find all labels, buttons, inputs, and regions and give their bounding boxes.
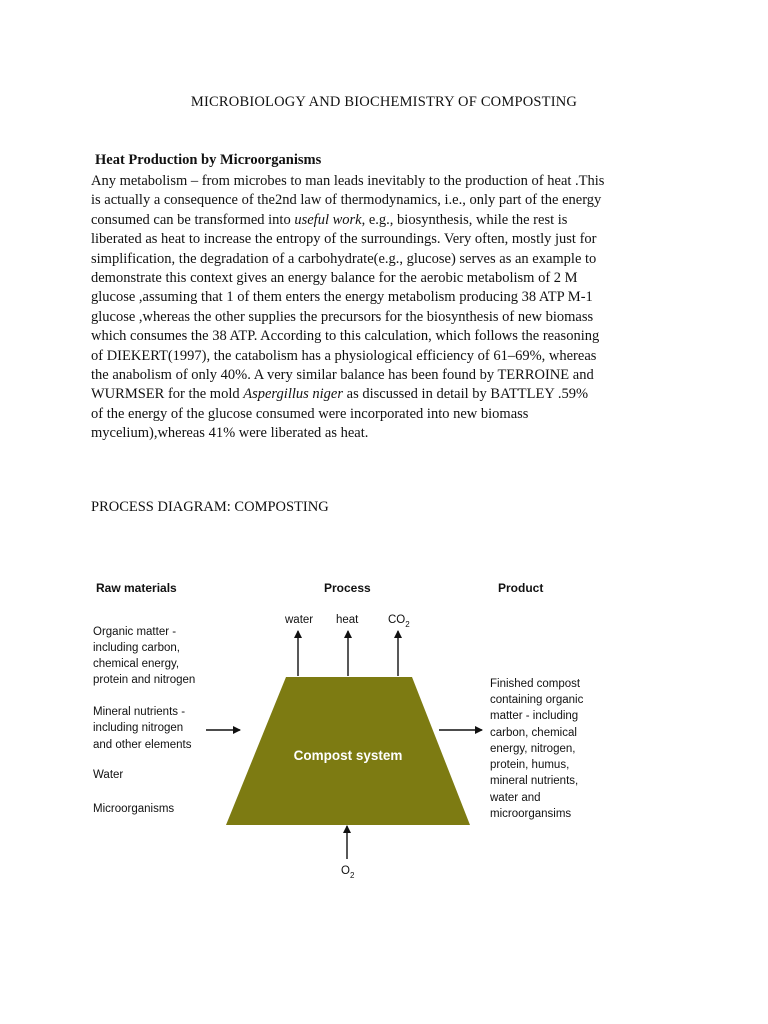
paragraph-line: is actually a consequence of the2nd law of thermodynamics, i.e., only part of the energy [91, 192, 602, 209]
paragraph-line: which consumes the 38 ATP. According to this calculation, which follows the reasoning [91, 328, 600, 345]
raw-item-mineral: Mineral nutrients - [93, 706, 186, 718]
text-run: , e.g., biosynthesis, while the rest is [361, 211, 568, 228]
product-line: carbon, chemical [490, 727, 577, 739]
output-water-label: water [285, 614, 314, 626]
raw-item-organic: Organic matter - [93, 626, 177, 638]
product-line: matter - including [490, 710, 579, 722]
product-line: water and [490, 792, 541, 804]
output-heat-label: heat [336, 614, 359, 626]
column-header-raw-materials: Raw materials [96, 581, 177, 595]
paragraph-line: glucose ,assuming that 1 of them enters the energy metabolism producing 38 ATP M-1 [91, 289, 593, 306]
product-line: mineral nutrients, [490, 775, 579, 787]
o2-text: O [341, 865, 350, 877]
paragraph-line: mycelium),whereas 41% were liberated as heat. [91, 425, 369, 442]
raw-item-water: Water [93, 769, 124, 781]
raw-item-organic: protein and nitrogen [93, 674, 196, 686]
diagram-section-title: PROCESS DIAGRAM: COMPOSTING [91, 499, 329, 515]
text-run: WURMSER for the mold [91, 386, 244, 403]
paragraph-line: liberated as heat to increase the entropy of the surroundings. Very often, mostly just for [91, 231, 597, 248]
o2-subscript: 2 [349, 871, 355, 880]
raw-item-organic: including carbon, [93, 642, 180, 654]
raw-item-microorganisms: Microorganisms [93, 803, 175, 815]
raw-item-mineral: and other elements [93, 739, 192, 751]
column-header-product: Product [498, 581, 544, 595]
co2-subscript: 2 [405, 620, 410, 629]
body-paragraph [91, 172, 679, 444]
paragraph-line: of DIEKERT(1997), the catabolism has a physiological efficiency of 61–69%, whereas [91, 347, 597, 364]
product-line: energy, nitrogen, [490, 743, 576, 755]
document-title: MICROBIOLOGY AND BIOCHEMISTRY OF COMPOSTING [190, 94, 578, 110]
raw-materials-list [93, 626, 195, 815]
italic-term: Aspergillus niger [243, 386, 344, 403]
product-line: containing organic [490, 694, 584, 706]
co2-text: CO [388, 614, 406, 626]
paragraph-line: simplification, the degradation of a carbohydrate(e.g., glucose) serves as an example to [91, 250, 597, 267]
compost-system-label: Compost system [293, 748, 403, 763]
column-header-process: Process [324, 581, 371, 595]
text-run: consumed can be transformed into [91, 211, 295, 228]
raw-item-organic: chemical energy, [93, 658, 180, 670]
paragraph-line: the anabolism of only 40%. A very similar balance has been found by TERROINE and [91, 367, 594, 384]
italic-term: useful work [294, 211, 362, 228]
product-description [489, 678, 584, 820]
paragraph-line: glucose ,whereas the other supplies the precursors for the biosynthesis of new biomass [91, 308, 594, 325]
paragraph-line [91, 385, 679, 404]
oxygen-input-label [341, 865, 355, 880]
raw-item-mineral: including nitrogen [93, 722, 184, 734]
text-run: as discussed in detail by BATTLEY .59% [343, 386, 589, 403]
output-co2-label [388, 614, 410, 629]
composting-process-diagram [90, 570, 600, 890]
product-line: protein, humus, [490, 759, 570, 771]
paragraph-line: Any metabolism – from microbes to man leads inevitably to the production of heat .This [91, 173, 605, 189]
section-heading: Heat Production by Microorganisms [95, 152, 322, 168]
product-line: microorgansims [490, 808, 572, 820]
product-line: Finished compost [490, 678, 581, 690]
paragraph-line [91, 211, 679, 230]
paragraph-line: demonstrate this context gives an energy balance for the aerobic metabolism of 2 M [91, 270, 578, 287]
paragraph-line: of the energy of the glucose consumed were incorporated into new biomass [91, 405, 529, 422]
